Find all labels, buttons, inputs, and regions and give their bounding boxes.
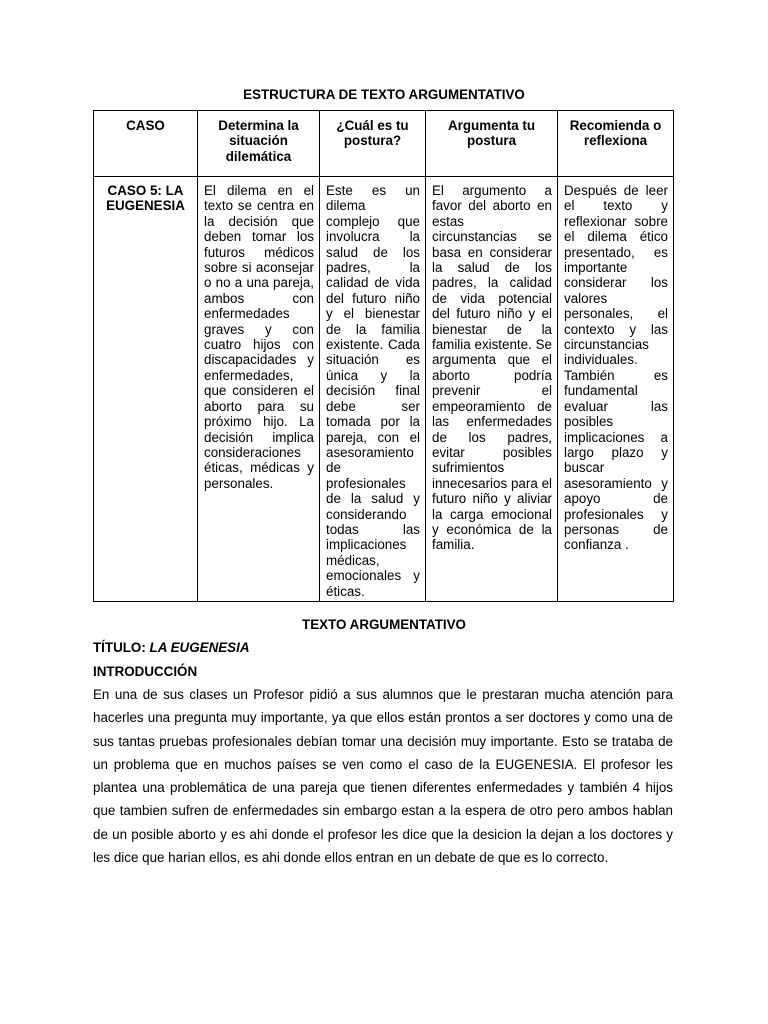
header-reflection: Recomienda o reflexiona <box>558 111 674 177</box>
case-cell: CASO 5: LA EUGENESIA <box>94 177 198 602</box>
essay-title-label: TÍTULO: <box>93 640 146 655</box>
reflection-cell: Después de leer el texto y reflexionar sobre el dilema ético presentado, es importante considerar los valores personales, el contexto y las circunstancias individuales. También es fundamental evaluar las posibles implicaciones a largo plazo y buscar asesoramiento y apoyo de profesionales y personas de confianza . <box>558 177 674 602</box>
essay-title-line <box>93 639 250 657</box>
argument-structure-table <box>93 110 674 602</box>
section-title: TEXTO ARGUMENTATIVO <box>302 617 466 632</box>
essay-title-value: LA EUGENESIA <box>149 640 250 655</box>
stance-cell: Este es un dilema complejo que involucra la salud de los padres, la calidad de vida del futuro niño y el bienestar de la familia existente. Cada situación es única y la decisión final debe ser tomada por la pareja, con el asesoramiento de profesionales de la salud y considerando todas las implicaciones médicas, emocionales y éticas. <box>320 177 426 602</box>
page-title: ESTRUCTURA DE TEXTO ARGUMENTATIVO <box>243 87 525 102</box>
situation-cell: El dilema en el texto se centra en la decisión que deben tomar los futuros médicos sobre si aconsejar o no a una pareja, ambos con enfermedades graves y con cuatro hijos con discapacidades y enfermedades, que consideren el aborto para su próximo hijo. La decisión implica consideraciones éticas, médicas y personales. <box>198 177 320 602</box>
argument-cell: El argumento a favor del aborto en estas circunstancias se basa en considerar la salud de los padres, la calidad de vida potencial del futuro niño y el bienestar de la familia existente. Se argumenta que el aborto podría prevenir el empeoramiento de las enfermedades de los padres, evitar posibles sufrimientos innecesarios para el futuro niño y aliviar la carga emocional y económica de la familia. <box>426 177 558 602</box>
table-row <box>94 177 674 602</box>
header-case: CASO <box>94 111 198 177</box>
table-header-row <box>94 111 674 177</box>
header-situation: Determina la situación dilemática <box>198 111 320 177</box>
header-argument: Argumenta tu postura <box>426 111 558 177</box>
intro-paragraph: En una de sus clases un Profesor pidió a sus alumnos que le prestaran mucha atención para hacerles una pregunta muy importante, ya que ellos están prontos a ser doctores y como una de sus tantas pruebas profesionales debían tomar una decisión muy importante. Esto se trataba de un problema que en muchos países se ven como el caso de la EUGENESIA. El profesor les plantea una problemática de una pareja que tienen diferentes enfermedades y también 4 hijos que tambien sufren de enfermedades sin embargo estan a la espera de otro pero ambos hablan de un posible aborto y es ahi donde el profesor les dice que la desicion la dejan a los doctores y les dice que harian ellos, es ahi donde ellos entran en un debate de que es lo correcto. <box>93 687 673 866</box>
intro-heading: INTRODUCCIÓN <box>93 664 198 679</box>
header-stance: ¿Cuál es tu postura? <box>320 111 426 177</box>
